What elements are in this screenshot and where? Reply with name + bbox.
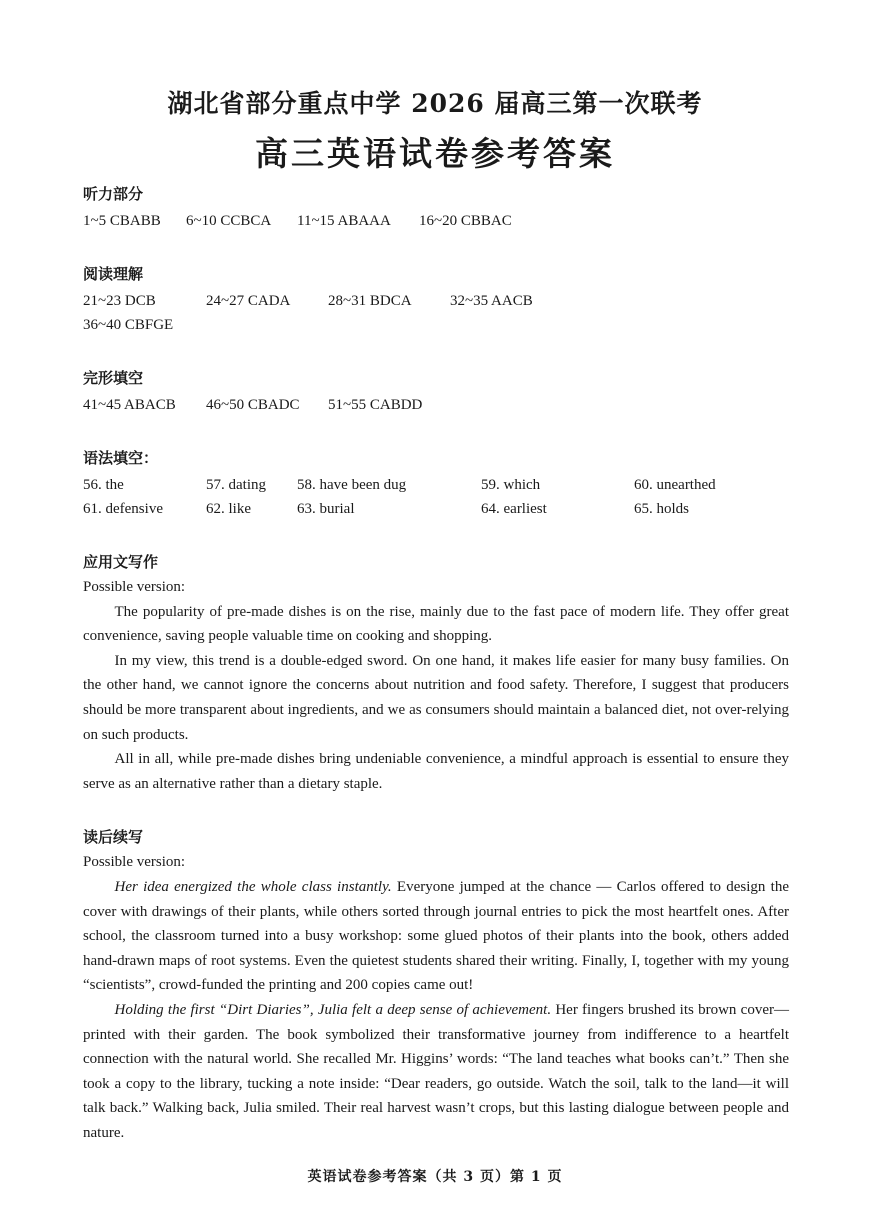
story-paragraph [83, 875, 789, 998]
story-lead-sentence: Holding the first “Dirt Diaries”, Julia felt a deep sense of achievement. [114, 1001, 552, 1018]
listening-section [83, 183, 789, 233]
reading-heading: 阅读理解 [83, 267, 144, 283]
grammar-answer: 60. unearthed [634, 477, 716, 493]
grammar-answer: 58. have been dug [297, 477, 407, 493]
grammar-answer: 61. defensive [83, 501, 163, 517]
cloze-group: 46~50 CBADC [206, 397, 300, 413]
cloze-group: 41~45 ABACB [83, 397, 176, 413]
story-body: Her fingers brushed its brown cover—printed with their garden. The book symbolized their transformative journey from indifference to a heartfelt connection with the natural world. She recalled Mr. Higgins’ words: “The land teaches what books can’t.” Then she took a copy to the library, tucking a note inside: “Dear readers, go outside. Watch the soil, talk to the land—it will talk back.” Walking back, Julia smiled. Their real harvest wasn’t crops, but this lasting dialogue between people and nature. [83, 1001, 789, 1141]
listening-group: 1~5 CBABB [83, 213, 161, 229]
answer-content [83, 183, 789, 1145]
essay-paragraph: The popularity of pre-made dishes is on the rise, mainly due to the fast pace of modern life. They offer great convenience, saving people valuable time on cooking and shopping. [83, 603, 789, 645]
story-body: Everyone jumped at the chance — Carlos offered to design the cover with drawings of their plants, while others sorted through journal entries to pick the most heartfelt ones. After school, the classroom turned into a busy workshop: some glued photos of their plants into the book, others added hand-drawn maps of root systems. Even the quietest students shared their writing. Finally, I, together with my young “scientists”, crowd-funded the printing and 200 copies came out! [83, 878, 789, 994]
listening-group: 11~15 ABAAA [297, 213, 391, 229]
grammar-answer: 57. dating [206, 477, 266, 493]
listening-group: 16~20 CBBAC [419, 213, 512, 229]
reading-group: 36~40 CBFGE [83, 317, 174, 333]
practical-writing-section [83, 551, 789, 796]
grammar-answer: 65. holds [634, 501, 690, 517]
possible-version-label: Possible version: [83, 579, 186, 595]
listening-group: 6~10 CCBCA [186, 213, 272, 229]
practical-writing-heading: 应用文写作 [83, 555, 159, 571]
story-lead-sentence: Her idea energized the whole class instantly. [114, 878, 392, 895]
grammar-answer: 64. earliest [481, 501, 547, 517]
cloze-group: 51~55 CABDD [328, 397, 423, 413]
continuation-writing-heading: 读后续写 [83, 830, 144, 847]
grammar-section [83, 447, 789, 521]
answer-key-title: 高三英语试卷参考答案 [255, 134, 615, 173]
page-footer: 英语试卷参考答案（共 3 页）第 1 页 [307, 1169, 563, 1185]
essay-paragraph: All in all, while pre-made dishes bring undeniable convenience, a mindful approach is essential to ensure they serve as an alternative rather than a dietary staple. [83, 751, 789, 792]
reading-group: 24~27 CADA [206, 293, 291, 309]
listening-heading: 听力部分 [83, 187, 144, 203]
grammar-answer: 59. which [481, 477, 541, 493]
reading-group: 21~23 DCB [83, 293, 156, 309]
grammar-heading: 语法填空： [83, 451, 159, 467]
reading-group: 28~31 BDCA [328, 293, 412, 309]
exam-title: 湖北省部分重点中学 2026 届高三第一次联考 [167, 89, 703, 118]
cloze-heading: 完形填空 [83, 371, 144, 387]
cloze-section [83, 367, 789, 417]
grammar-answer: 62. like [206, 501, 251, 517]
story-paragraph [83, 998, 789, 1146]
grammar-answer: 63. burial [297, 501, 355, 517]
possible-version-label: Possible version: [83, 854, 186, 871]
essay-paragraph: In my view, this trend is a double-edged sword. On one hand, it makes life easier for many busy families. On the other hand, we cannot ignore the concerns about nutrition and food safety. Therefore, I suggest that producers should be more transparent about ingredients, and we as consumers should maintain a balanced diet, not over-relying on such products. [83, 652, 789, 743]
reading-section [83, 263, 789, 337]
reading-group: 32~35 AACB [450, 293, 533, 309]
grammar-answer: 56. the [83, 477, 124, 493]
continuation-writing-section [83, 826, 789, 1145]
